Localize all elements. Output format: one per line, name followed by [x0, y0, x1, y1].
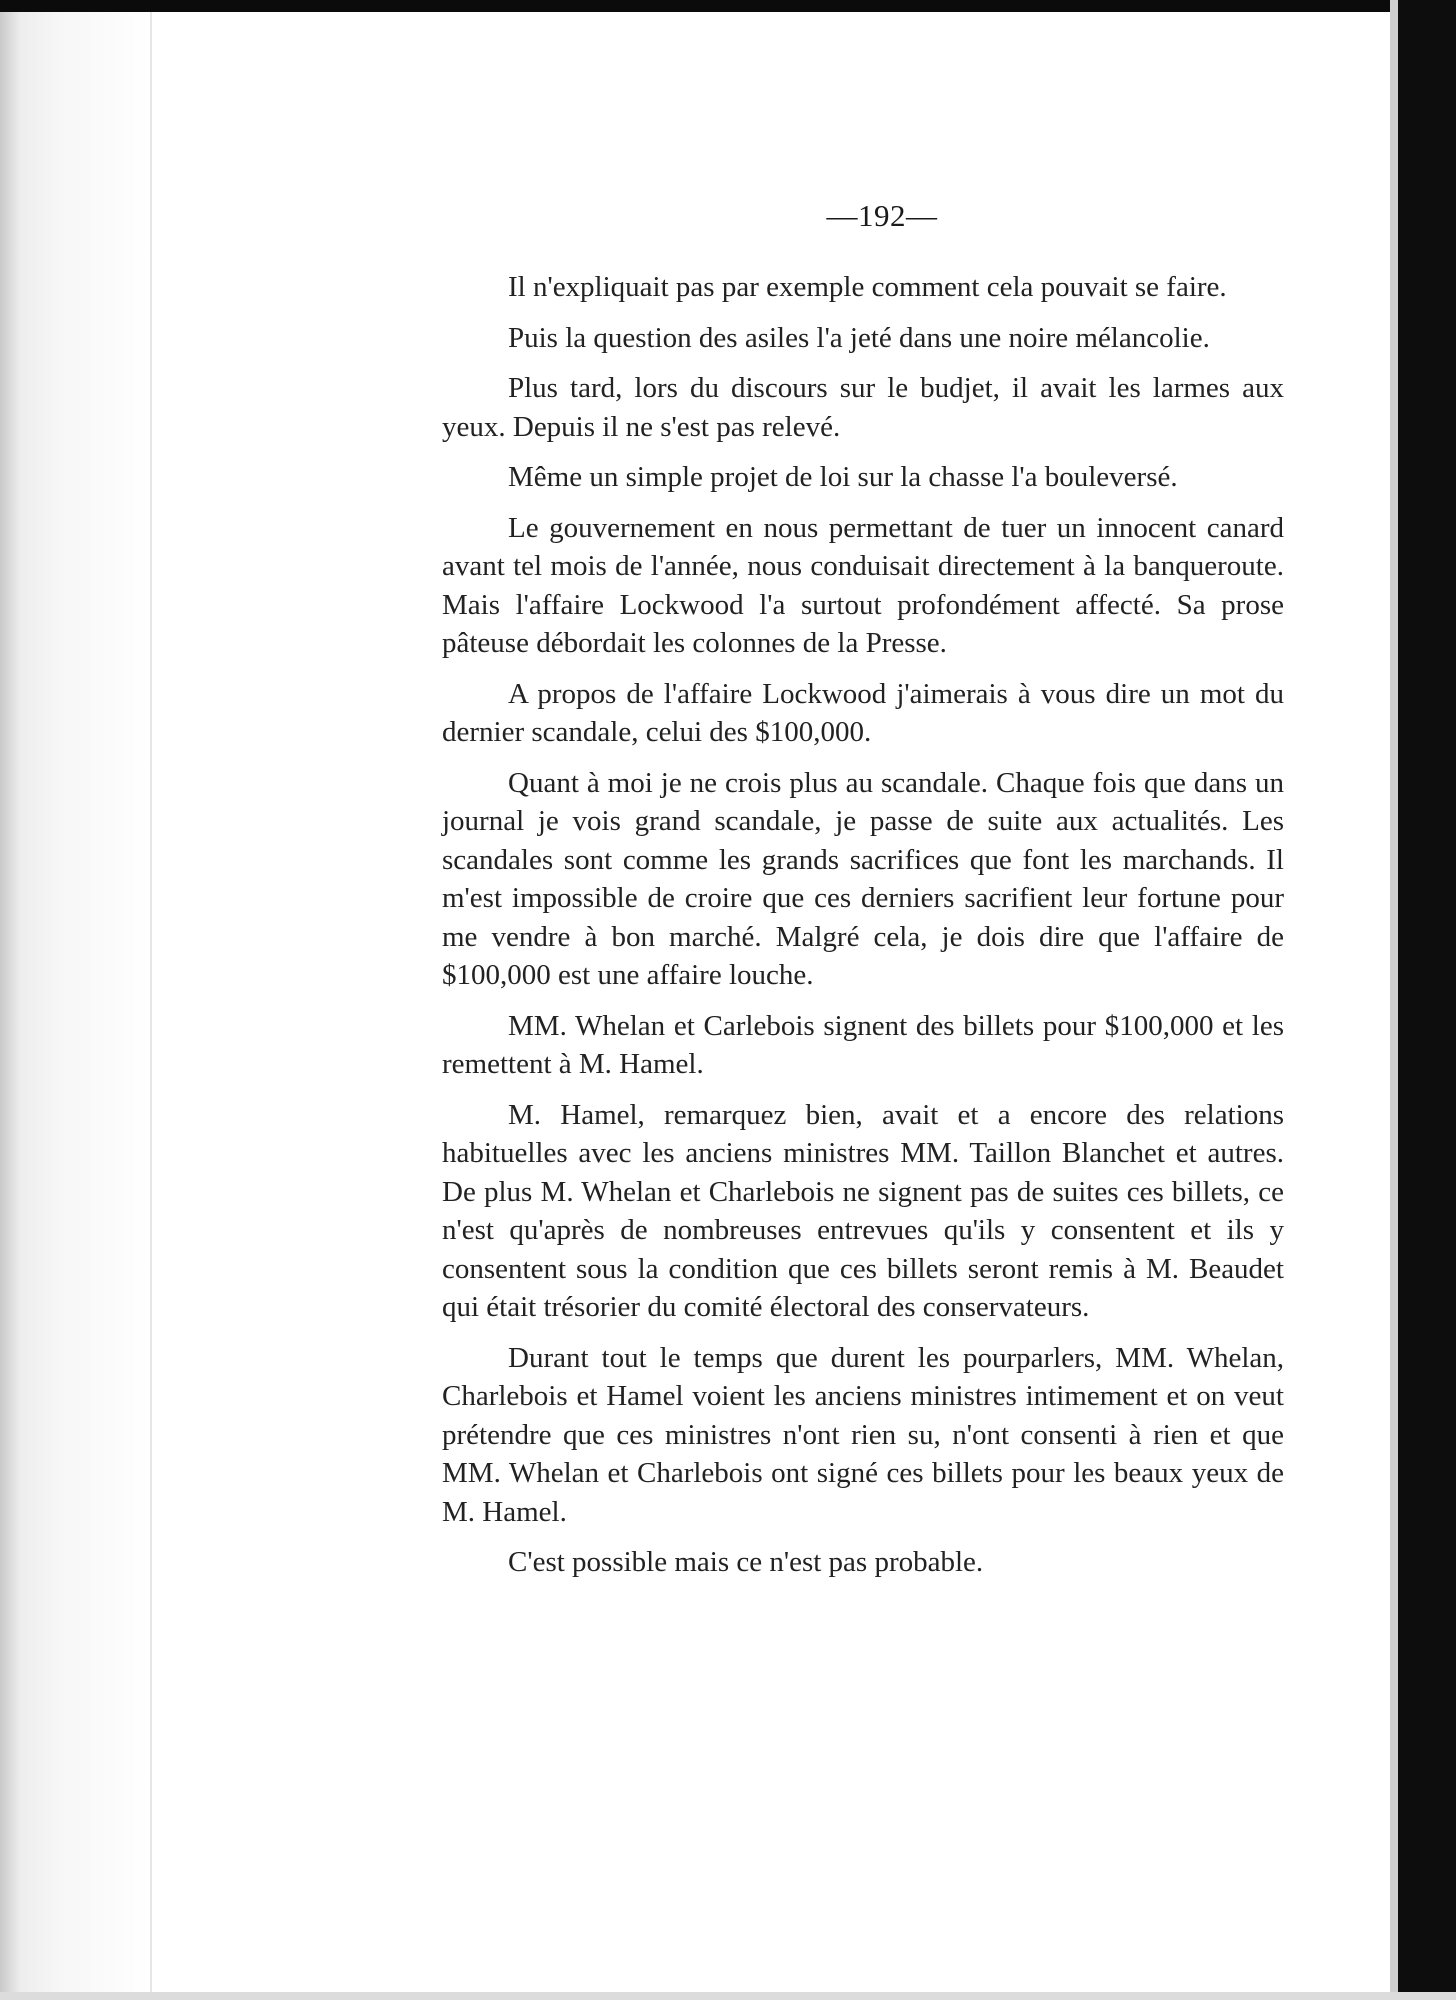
paragraph: Même un simple projet de loi sur la chasse l'a bouleversé.	[508, 461, 1178, 493]
scan-bottom-border	[0, 1992, 1456, 2000]
scan-left-margin	[0, 0, 150, 2000]
paragraph: MM. Whelan et Carlebois signent des billets pour $100,000 et les remettent à M. Hamel.	[442, 1009, 1284, 1080]
page-number	[0, 198, 1456, 234]
paragraph: A propos de l'affaire Lockwood j'aimerais à vous dire un mot du dernier scandale, celui des $100,000.	[442, 677, 1284, 748]
scan-right-border	[1398, 0, 1456, 2000]
paragraph: Plus tard, lors du discours sur le budjet, il avait les larmes aux yeux. Depuis il ne s'est pas relevé.	[442, 372, 1284, 443]
scan-top-border	[0, 0, 1456, 12]
scan-right-gap	[1390, 0, 1398, 2000]
scan-left-edge	[150, 0, 152, 2000]
paragraph: Le gouvernement en nous permettant de tuer un innocent canard avant tel mois de l'année, nous conduisait directement à la banqueroute. Mais l'affaire Lockwood l'a surtout profondément affecté. Sa prose pâteuse débordait les colonnes de la Presse.	[442, 511, 1284, 659]
paragraph: Il n'expliquait pas par exemple comment cela pouvait se faire.	[508, 271, 1227, 303]
paragraph: M. Hamel, remarquez bien, avait et a encore des relations habituelles avec les anciens ministres MM. Taillon Blanchet et autres. De plus M. Whelan et Charlebois ne signent pas de suites ces billets, ce n'est qu'après de nombreuses entrevues qu'ils y consentent et ils y consentent sous la condition que ces billets seront remis à M. Beaudet qui était trésorier du comité électoral des conservateurs.	[442, 1098, 1284, 1323]
paragraph: Durant tout le temps que durent les pourparlers, MM. Whelan, Charlebois et Hamel voient les anciens ministres intimement et on veut prétendre que ces ministres n'ont rien su, n'ont consenti à rien et que MM. Whelan et Charlebois ont signé ces billets pour les beaux yeux de M. Hamel.	[442, 1341, 1284, 1528]
page-number-text: —192—	[826, 198, 938, 233]
page-body	[442, 268, 1284, 1594]
paragraph: Quant à moi je ne crois plus au scandale. Chaque fois que dans un journal je vois grand scandale, je passe de suite aux actualités. Les scandales sont comme les grands sacrifices que font les marchands. Il m'est impossible de croire que ces derniers sacrifient leur fortune pour me vendre à bon marché. Malgré cela, je dois dire que l'affaire de $100,000 est une affaire louche.	[442, 766, 1284, 991]
paragraph: Puis la question des asiles l'a jeté dans une noire mélancolie.	[508, 321, 1210, 354]
paragraph: C'est possible mais ce n'est pas probable.	[508, 1546, 984, 1578]
